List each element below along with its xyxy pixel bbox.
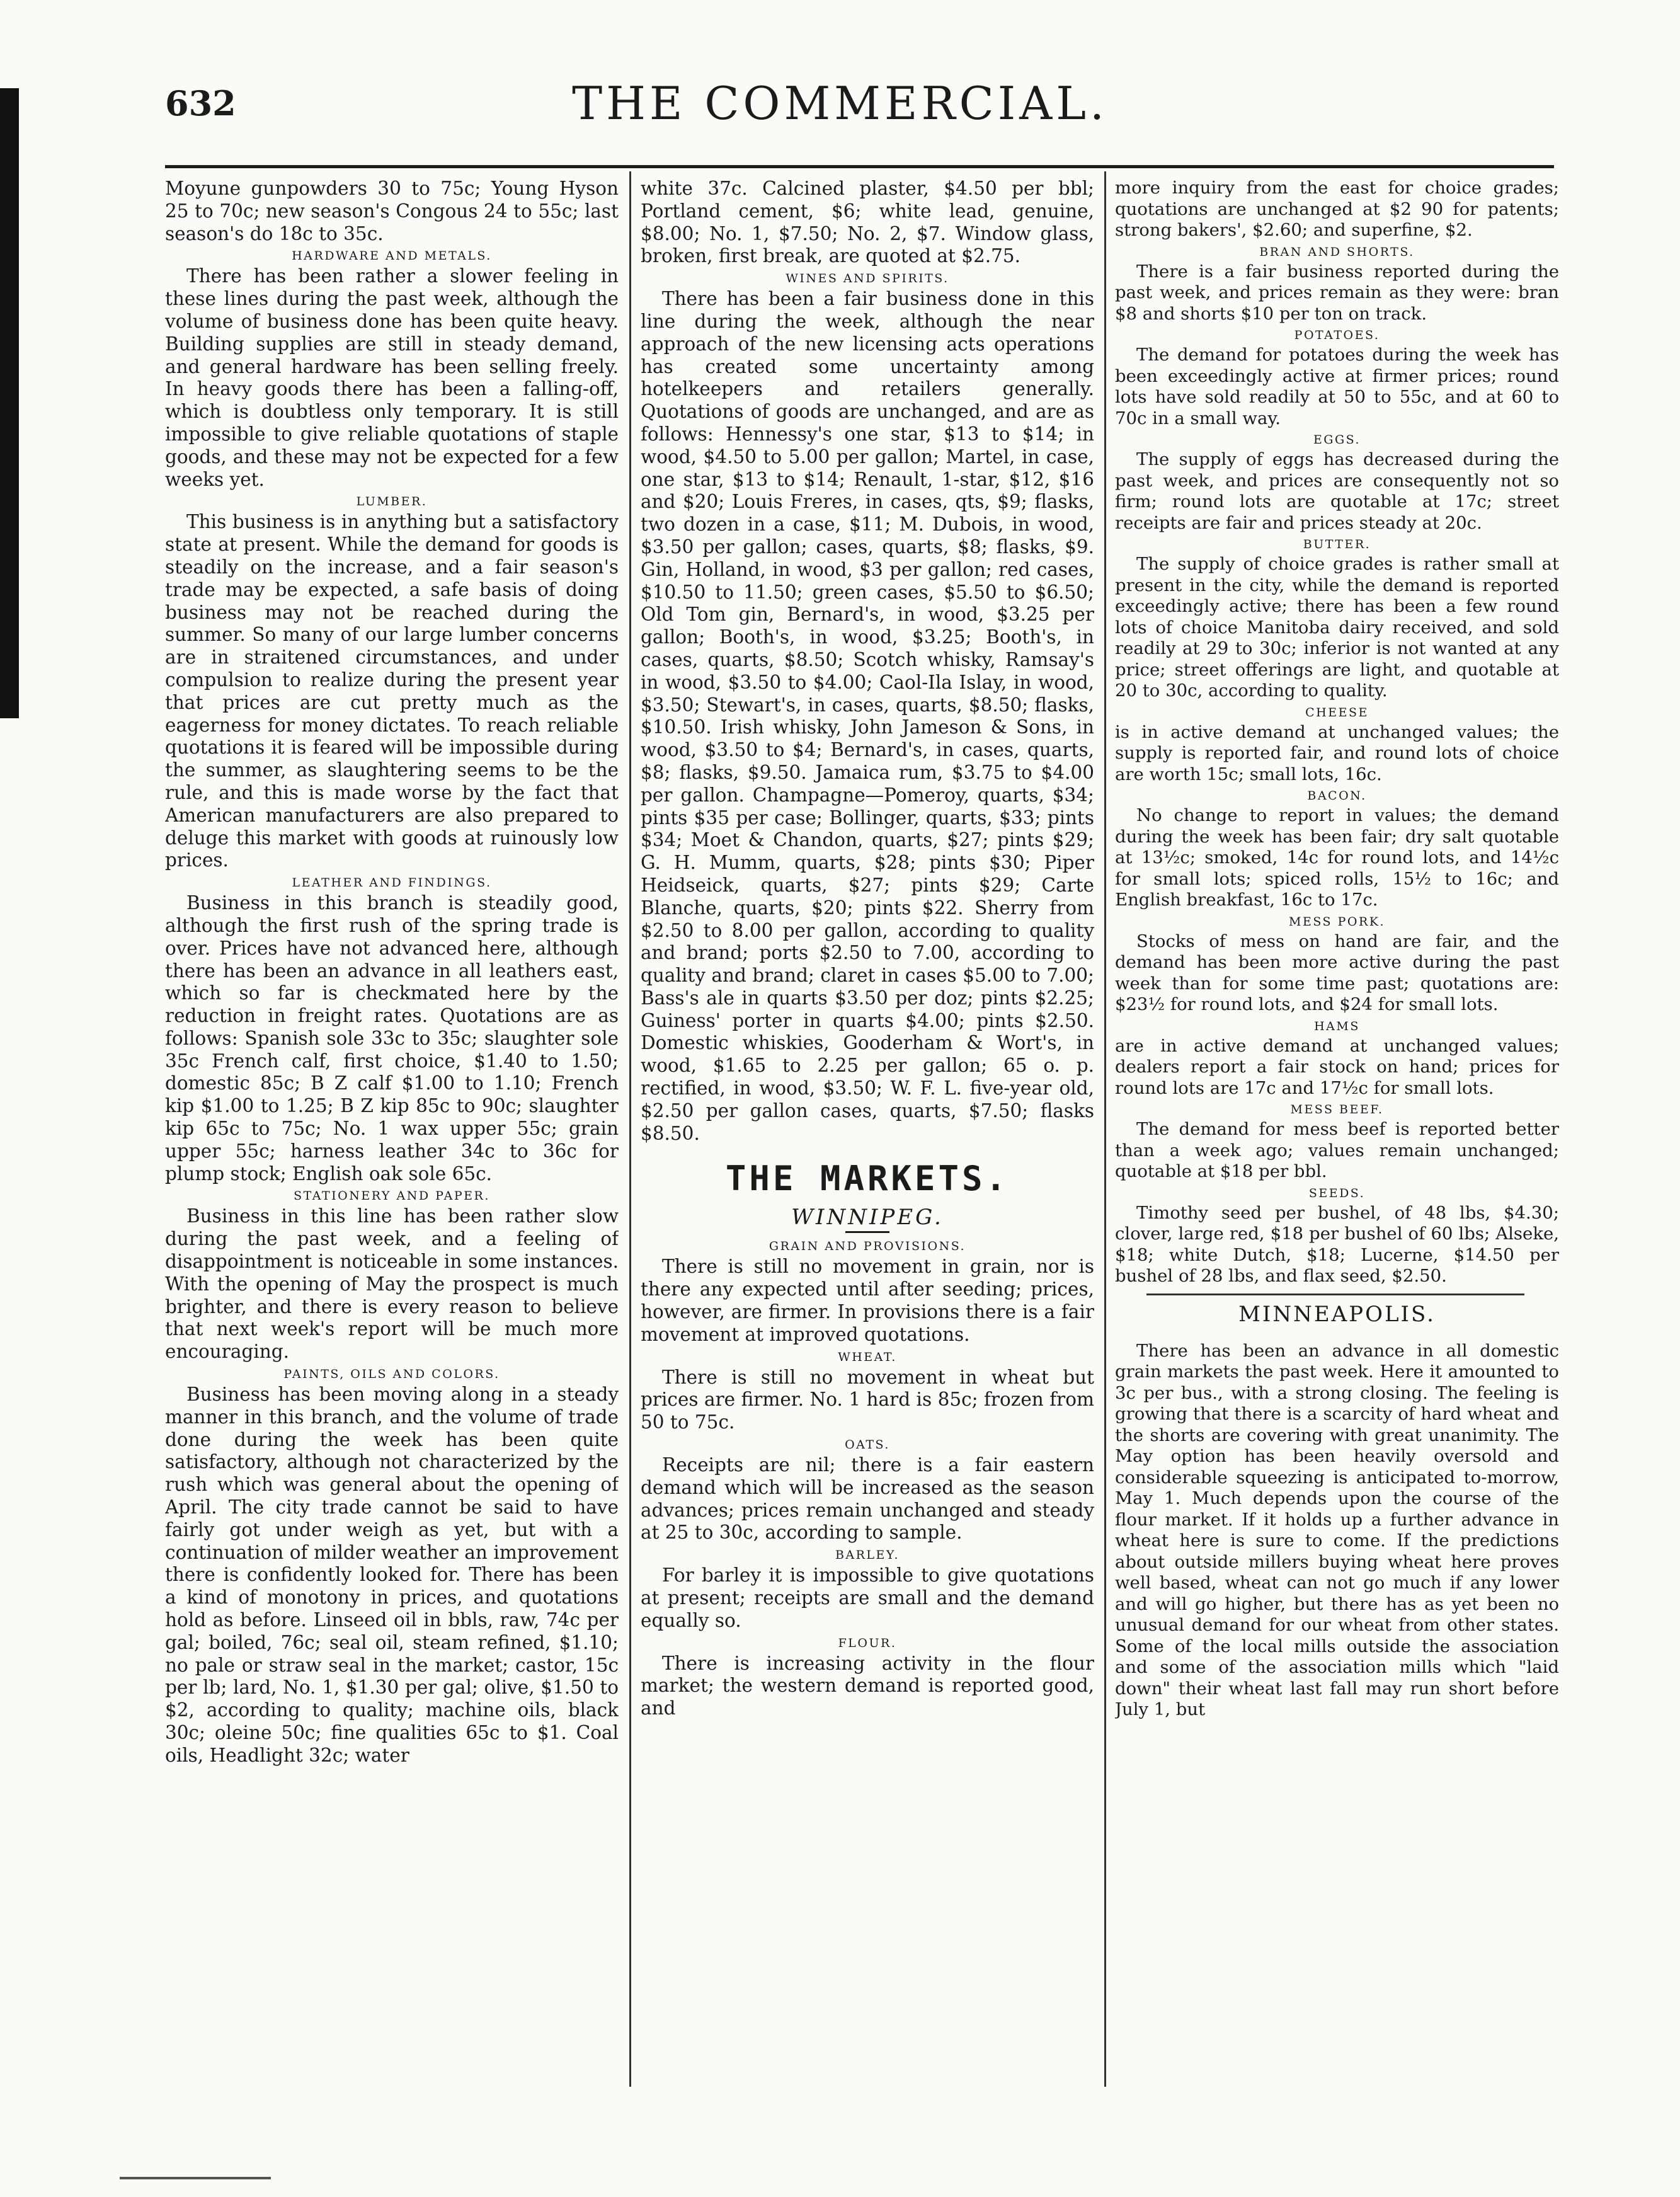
minneapolis-text: There has been an advance in all domestic grain markets the past week. Here it amounted to 3c per bus., with a strong closing. The feeling is growing that there is a scarcity of hard wheat and the shorts are covering with great unanimity. The May option has been heavily oversold and considerable squeezing is anticipated to-morrow, May 1. Much depends upon the course of the flour market. If it holds up a further advance in wheat here is sure to come. If the predictions about outside millers buying wheat here proves well based, wheat can not go much if any lower and will go higher, but there has as yet been no unusual demand for our wheat from other states. Some of the local mills outside the association and some of the association mills which "laid down" their wheat last fall may run short before July 1, but xyxy=(1115,1340,1559,1719)
section-heading-mess-pork: MESS PORK. xyxy=(1289,914,1385,929)
bacon-text: No change to report in values; the demand during the week has been fair; dry salt quotable at 13½c; smoked, 14c for round lots, and 14½c for small lots; spiced rolls, 15½ to 16c; and English breakfast, 16c to 17c. xyxy=(1115,805,1559,910)
masthead-rule xyxy=(165,165,1554,168)
seeds-text: Timothy seed per bushel, of 48 lbs, $4.30; clover, large red, $18 per bushel of 60 lbs; Alseke, $18; white Dutch, $18; Lucerne, $14.50 per bushel of 28 lbs, and flax seed, $2.50. xyxy=(1115,1202,1559,1286)
wines-text: There has been a fair business done in this line during the week, although the near approach of the new licensing acts operations has created some uncertainty among hotelkeepers and retailers generally. Quotations of goods are unchanged, and are as follows: Hennessy's one star, $13 to $14; in wood, $4.50 to 5.00 per gallon; Martel, in case, one star, $13 to $14; Renault, 1-star, $12, $16 and $20; Louis Freres, in cases, qts, $9; flasks, two dozen in a case, $11; M. Dubois, in wood, $3.50 per gallon; cases, quarts, $8; flasks, $9. Gin, Holland, in wood, $3 per gallon; red cases, $10.50 to 11.50; green cases, $5.50 to $6.50; Old Tom gin, Bernard's, in wood, $3.25 per gallon; Booth's, in wood, $3.25; Booth's, in cases, quarts, $8.50; Scotch whisky, Ramsay's in wood, $3.50 to $4.00; Caol-Ila Islay, in wood, $3.50; Stewart's, in cases, quarts, $8.50; flasks, $10.50. Irish whisky, John Jameson & Sons, in wood, $3.50 to $4; Bernard's, in cases, quarts, $8; flasks, $9.50. Jamaica rum, $3.75 to $4.00 per gallon. Champagne—Pomeroy, quarts, $34; pints $35 per case; Bollinger, quarts, $33; pints $34; Moet & Chandon, quarts, $27; pints $29; G. H. Mumm, quarts, $28; pints $30; Piper Heidseick, quarts, $27; pints $29; Carte Blanche, quarts, $20; pints $22. Sherry from $2.50 to 8.00 per gallon, according to quality and brand; ports $2.50 to 7.00, according to quality and brand; claret in cases $5.00 to 7.00; Bass's ale in quarts $3.50 per doz; pints $2.25; Guiness' porter in quarts $4.00; pints $2.50. Domestic whiskies, Gooderham & Wort's, in wood, $1.65 to 2.25 per gallon; 65 o. p. rectified, in wood, $3.50; W. F. L. five-year old, $2.50 per gallon cases, quarts, $7.50; flasks $8.50. xyxy=(641,288,1094,1144)
section-heading-stationery: STATIONERY AND PAPER. xyxy=(294,1189,490,1203)
section-heading-potatoes: POTATOES. xyxy=(1294,328,1380,342)
barley-text: For barley it is impossible to give quotations at present; receipts are small and the demand equally so. xyxy=(641,1564,1094,1631)
wheat-text: There is still no movement in wheat but prices are firmer. No. 1 hard is 85c; frozen from 50 to 75c. xyxy=(641,1366,1094,1433)
city-heading-winnipeg: WINNIPEG. xyxy=(791,1205,944,1230)
potatoes-text: The demand for potatoes during the week has been exceedingly active at firmer prices; round lots have sold readily at 50 to 55c, and at 60 to 70c in a small way. xyxy=(1115,345,1559,428)
section-heading-hardware: HARDWARE AND METALS. xyxy=(292,249,492,263)
section-heading-wines: WINES AND SPIRITS. xyxy=(786,272,949,286)
hams-text: are in active demand at unchanged values; dealers report a fair stock on hand; prices for round lots are 17c and 17½c for small lots. xyxy=(1115,1035,1559,1098)
column-divider-2 xyxy=(1104,171,1106,2087)
lumber-text: This business is in anything but a satisfactory state at present. While the demand for goods is steadily on the increase, and a fair season's trade may be expected, a safe basis of doing business may not be reached during the summer. So many of our large lumber concerns are in straitened circumstances, and under compulsion to realize during the present year that prices are cut pretty much as the eagerness for money dictates. To reach reliable quotations it is feared will be impossible during the summer, as slaughtering seems to be the rule, and this is made worse by the fact that American manufacturers are also prepared to deluge this market with goods at ruinously low prices. xyxy=(165,511,619,871)
city-heading-minneapolis: MINNEAPOLIS. xyxy=(1238,1301,1436,1327)
grain-text: There is still no movement in grain, nor is there any expected until after seeding; prices, however, are firmer. In provisions there is a fair movement at improved quotations. xyxy=(641,1256,1094,1345)
section-heading-lumber: LUMBER. xyxy=(356,495,428,509)
paints-text: Business has been moving along in a steady manner in this branch, and the volume of trade done during the week has been quite satisfactory, although not characterized by the rush which was general about the opening of April. The city trade cannot be said to have fairly got under weigh as yet, but with a continuation of milder weather an improvement there is confidently looked for. There has been a kind of monotony in prices, and quotations hold as before. Linseed oil in bbls, raw, 74c per gal; boiled, 76c; seal oil, steam refined, $1.10; no pale or straw seal in the market; castor, 15c per lb; lard, No. 1, $1.30 per gal; olive, $1.50 to $2, according to quality; machine oils, black 30c; oleine 50c; fine qualities 65c to $1. Coal oils, Headlight 32c; water xyxy=(165,1384,619,1766)
mess-pork-text: Stocks of mess on hand are fair, and the demand has been more active during the past week than for some time past; quotations are: $23½ for round lots, and $24 for small lots. xyxy=(1115,931,1559,1014)
mess-beef-text: The demand for mess beef is reported better than a week ago; values remain unchanged; quotable at $18 per bbl. xyxy=(1115,1119,1559,1181)
column-divider-1 xyxy=(629,171,631,2087)
section-heading-flour: FLOUR. xyxy=(838,1636,897,1650)
section-heading-eggs: EGGS. xyxy=(1313,433,1361,447)
tea-quotations-text: Moyune gunpowders 30 to 75c; Young Hyson 25 to 70c; new season's Congous 24 to 55c; last season's do 18c to 35c. xyxy=(165,178,619,244)
markets-title: THE MARKETS. xyxy=(725,1159,1010,1199)
butter-text: The supply of choice grades is rather small at present in the city, while the demand is reported exceedingly active; there has been a few round lots of choice Manitoba dairy received, and sold readily at 29 to 30c; inferior is not wanted at any price; street offerings are light, and quotable at 20 to 30c, according to quality. xyxy=(1115,554,1559,701)
section-heading-paints: PAINTS, OILS AND COLORS. xyxy=(283,1367,500,1382)
section-heading-wheat: WHEAT. xyxy=(838,1350,897,1364)
section-heading-hams: HAMS xyxy=(1314,1019,1360,1033)
section-heading-cheese: CHEESE xyxy=(1305,705,1369,720)
stationery-text: Business in this line has been rather slow during the past week, and a feeling of disappointment is noticeable in some instances. With the opening of May the prospect is much brighter, and there is every reason to believe that next week's report will be much more encouraging. xyxy=(165,1205,619,1363)
column-2 xyxy=(641,178,1094,2080)
section-heading-oats: OATS. xyxy=(845,1438,890,1452)
page-number: 632 xyxy=(165,83,236,123)
section-rule xyxy=(1146,1294,1524,1295)
section-heading-mess-beef: MESS BEEF. xyxy=(1290,1103,1384,1116)
cheese-text: is in active demand at unchanged values; the supply is reported fair, and round lots of choice are worth 15c; small lots, 16c. xyxy=(1115,721,1559,784)
section-heading-leather: LEATHER AND FINDINGS. xyxy=(292,876,492,890)
column-1 xyxy=(165,178,619,2080)
city-rule xyxy=(845,1231,889,1233)
binding-edge-shadow xyxy=(0,88,19,718)
column-3 xyxy=(1115,178,1559,2080)
leather-text: Business in this branch is steadily good, although the first rush of the spring trade is over. Prices have not advanced here, although there has been an advance in all leathers east, which so far is checkmated here by the reduction in freight rates. Quotations are as follows: Spanish sole 33c to 35c; slaughter sole 35c French calf, first choice, $1.40 to 1.50; domestic 85c; B Z calf $1.00 to 1.10; French kip $1.00 to 1.25; B Z kip 85c to 90c; slaughter kip 65c to 75c; No. 1 wax upper 55c; grain upper 55c; harness leather 34c to 36c for plump stock; English oak sole 65c. xyxy=(165,892,619,1185)
section-heading-barley: BARLEY. xyxy=(835,1548,900,1563)
section-heading-bran: BRAN AND SHORTS. xyxy=(1259,244,1415,259)
eggs-text: The supply of eggs has decreased during the past week, and prices are consequently not so firm; round lots are quotable at 17c; street receipts are fair and prices steady at 20c. xyxy=(1115,449,1559,533)
section-heading-seeds: SEEDS. xyxy=(1308,1186,1366,1200)
section-heading-grain: GRAIN AND PROVISIONS. xyxy=(769,1239,966,1254)
section-heading-bacon: BACON. xyxy=(1307,789,1367,803)
hardware-text: There has been rather a slower feeling in these lines during the past week, although the volume of business done has been quite heavy. Building supplies are still in steady demand, and general hardware has been selling freely. In heavy goods there has been a falling-off, which is doubtless only temporary. It is still impossible to give reliable quotations of staple goods, and these may not be expected for a few weeks yet. xyxy=(165,265,619,490)
flour-text: There is increasing activity in the flour market; the western demand is reported good, and xyxy=(641,1652,1094,1719)
bottom-scan-mark xyxy=(120,2177,271,2179)
bran-text: There is a fair business reported during the past week, and prices remain as they were: bran $8 and shorts $10 per ton on track. xyxy=(1115,261,1559,324)
paints-continued-text: white 37c. Calcined plaster, $4.50 per bbl; Portland cement, $6; white lead, genuine, $8.00; No. 1, $7.50; No. 2, $7. Window glass, broken, first break, are quoted at $2.75. xyxy=(641,178,1094,267)
masthead-title: THE COMMERCIAL. xyxy=(572,77,1108,130)
section-heading-butter: BUTTER. xyxy=(1303,537,1371,551)
flour-continued-text: more inquiry from the east for choice grades; quotations are unchanged at $2 90 for patents; strong bakers', $2.60; and superfine, $2. xyxy=(1115,178,1559,240)
oats-text: Receipts are nil; there is a fair eastern demand which will be increased as the season advances; prices remain unchanged and steady at 25 to 30c, according to sample. xyxy=(641,1454,1094,1544)
